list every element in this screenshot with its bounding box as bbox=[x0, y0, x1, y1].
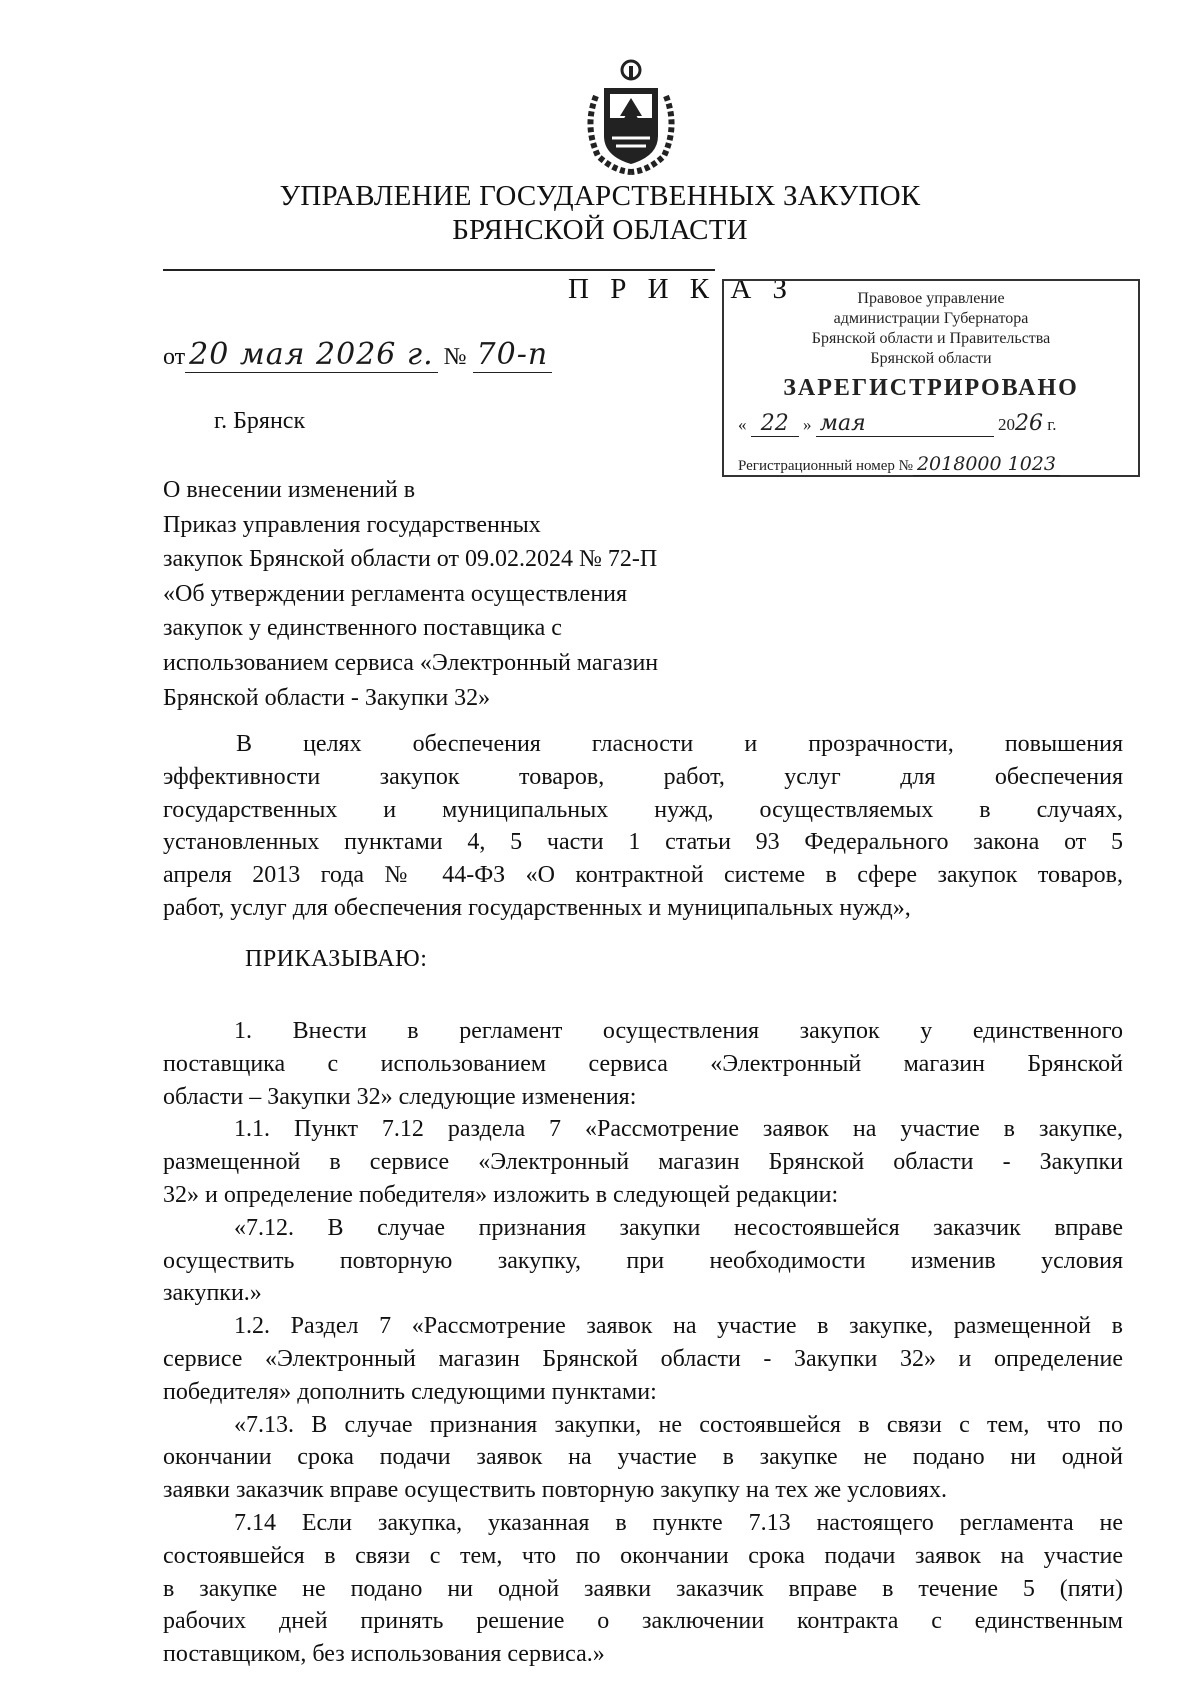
text-line: победителя» дополнить следующими пунктами: bbox=[163, 1378, 657, 1405]
stamp-year-handwritten: 26 bbox=[1015, 411, 1043, 436]
coat-of-arms-emblem bbox=[576, 56, 686, 176]
regnum-label: Регистрационный номер № bbox=[738, 458, 913, 474]
header-divider bbox=[163, 269, 715, 271]
subject-line: Брянской области - Закупки 32» bbox=[163, 684, 491, 711]
text-line: установленных пунктами 4, 5 части 1 статьи 93 Федерального закона от 5 bbox=[163, 829, 1123, 856]
handwritten-order-number: 70-п bbox=[473, 337, 553, 373]
document-type: П Р И К А З bbox=[568, 273, 795, 305]
quote-close: » bbox=[803, 415, 812, 434]
stamp-registered-title: ЗАРЕГИСТРИРОВАНО bbox=[783, 375, 1079, 401]
stamp-year-suffix: г. bbox=[1047, 415, 1057, 434]
text-line: области – Закупки 32» следующие изменения: bbox=[163, 1083, 637, 1110]
city: г. Брянск bbox=[214, 408, 306, 434]
text-line: рабочих дней принять решение о заключении контракта с единственным bbox=[163, 1608, 1123, 1635]
text-line: 1.1. Пункт 7.12 раздела 7 «Рассмотрение заявок на участие в закупке, bbox=[234, 1116, 1123, 1143]
stamp-line: администрации Губернатора bbox=[833, 310, 1029, 327]
quote-open: « bbox=[738, 415, 747, 434]
text-line: государственных и муниципальных нужд, осуществляемых в случаях, bbox=[163, 796, 1123, 823]
from-label: от bbox=[163, 344, 186, 370]
organization-name-line1: УПРАВЛЕНИЕ ГОСУДАРСТВЕННЫХ ЗАКУПОК bbox=[279, 180, 921, 212]
subject-line: О внесении изменений в bbox=[163, 477, 416, 503]
stamp-date bbox=[738, 411, 1128, 437]
decree-word: ПРИКАЗЫВАЮ: bbox=[245, 946, 428, 972]
stamp-registration-number bbox=[738, 453, 1138, 476]
text-line: В целях обеспечения гласности и прозрачности, повышения bbox=[236, 731, 1123, 757]
document-subject bbox=[163, 473, 763, 715]
organization-name-line2: БРЯНСКОЙ ОБЛАСТИ bbox=[452, 214, 748, 246]
text-line: размещенной в сервисе «Электронный магазин Брянской области - Закупки bbox=[163, 1149, 1123, 1176]
text-line: «7.13. В случае признания закупки, не состоявшейся в связи с тем, что по bbox=[234, 1411, 1123, 1438]
subject-line: использованием сервиса «Электронный магазин bbox=[163, 649, 659, 676]
stamp-date-day: 22 bbox=[751, 411, 799, 437]
text-line: поставщиком, без использования сервиса.» bbox=[163, 1641, 605, 1668]
text-line: 1.2. Раздел 7 «Рассмотрение заявок на участие в закупке, размещенной в bbox=[234, 1313, 1123, 1340]
text-line: сервисе «Электронный магазин Брянской области - Закупки 32» и определение bbox=[163, 1345, 1123, 1372]
text-line: работ, услуг для обеспечения государственных и муниципальных нужд», bbox=[163, 894, 911, 921]
text-line: апреля 2013 года № 44-ФЗ «О контрактной системе в сфере закупок товаров, bbox=[163, 862, 1123, 889]
stamp-line: Брянской области bbox=[870, 350, 992, 367]
body-text bbox=[163, 1015, 1123, 1671]
preamble-paragraph bbox=[163, 728, 1123, 925]
text-line: заявки заказчик вправе осуществить повторную закупку на тех же условиях. bbox=[163, 1477, 947, 1504]
text-line: 1. Внести в регламент осуществления закупок у единственного bbox=[234, 1018, 1123, 1044]
text-line: эффективности закупок товаров, работ, услуг для обеспечения bbox=[163, 763, 1123, 790]
number-label: № bbox=[443, 344, 467, 370]
text-line: состоявшейся в связи с тем, что по окончании срока подачи заявок на участие bbox=[163, 1542, 1123, 1569]
handwritten-order-date: 20 мая 2026 г. bbox=[185, 337, 437, 373]
text-line: 32» и определение победителя» изложить в следующей редакции: bbox=[163, 1181, 839, 1208]
text-line: «7.12. В случае признания закупки несостоявшейся заказчик вправе bbox=[234, 1214, 1123, 1241]
text-line: поставщика с использованием сервиса «Электронный магазин Брянской bbox=[163, 1050, 1123, 1077]
text-line: в закупке не подано ни одной заявки заказчик вправе в течение 5 (пяти) bbox=[163, 1575, 1123, 1602]
text-line: осуществить повторную закупку, при необходимости изменив условия bbox=[163, 1247, 1123, 1274]
regnum-handwritten: 2018000 1023 bbox=[913, 453, 1060, 476]
stamp-line: Брянской области и Правительства bbox=[811, 330, 1051, 347]
subject-line: Приказ управления государственных bbox=[163, 511, 541, 538]
stamp-date-month: мая bbox=[816, 411, 994, 437]
subject-line: «Об утверждении регламента осуществления bbox=[163, 580, 628, 607]
text-line: окончании срока подачи заявок на участие в закупке не подано ни одной bbox=[163, 1444, 1123, 1471]
subject-line: закупок Брянской области от 09.02.2024 № 72-П bbox=[163, 546, 658, 573]
order-date-number bbox=[163, 337, 552, 373]
text-line: закупки.» bbox=[163, 1280, 262, 1307]
text-line: 7.14 Если закупка, указанная в пункте 7.13 настоящего регламента не bbox=[234, 1509, 1123, 1536]
stamp-year-prefix: 20 bbox=[998, 415, 1015, 434]
stamp-line: Правовое управление bbox=[857, 290, 1005, 307]
registration-stamp bbox=[722, 279, 1140, 477]
subject-line: закупок у единственного поставщика с bbox=[163, 615, 562, 642]
